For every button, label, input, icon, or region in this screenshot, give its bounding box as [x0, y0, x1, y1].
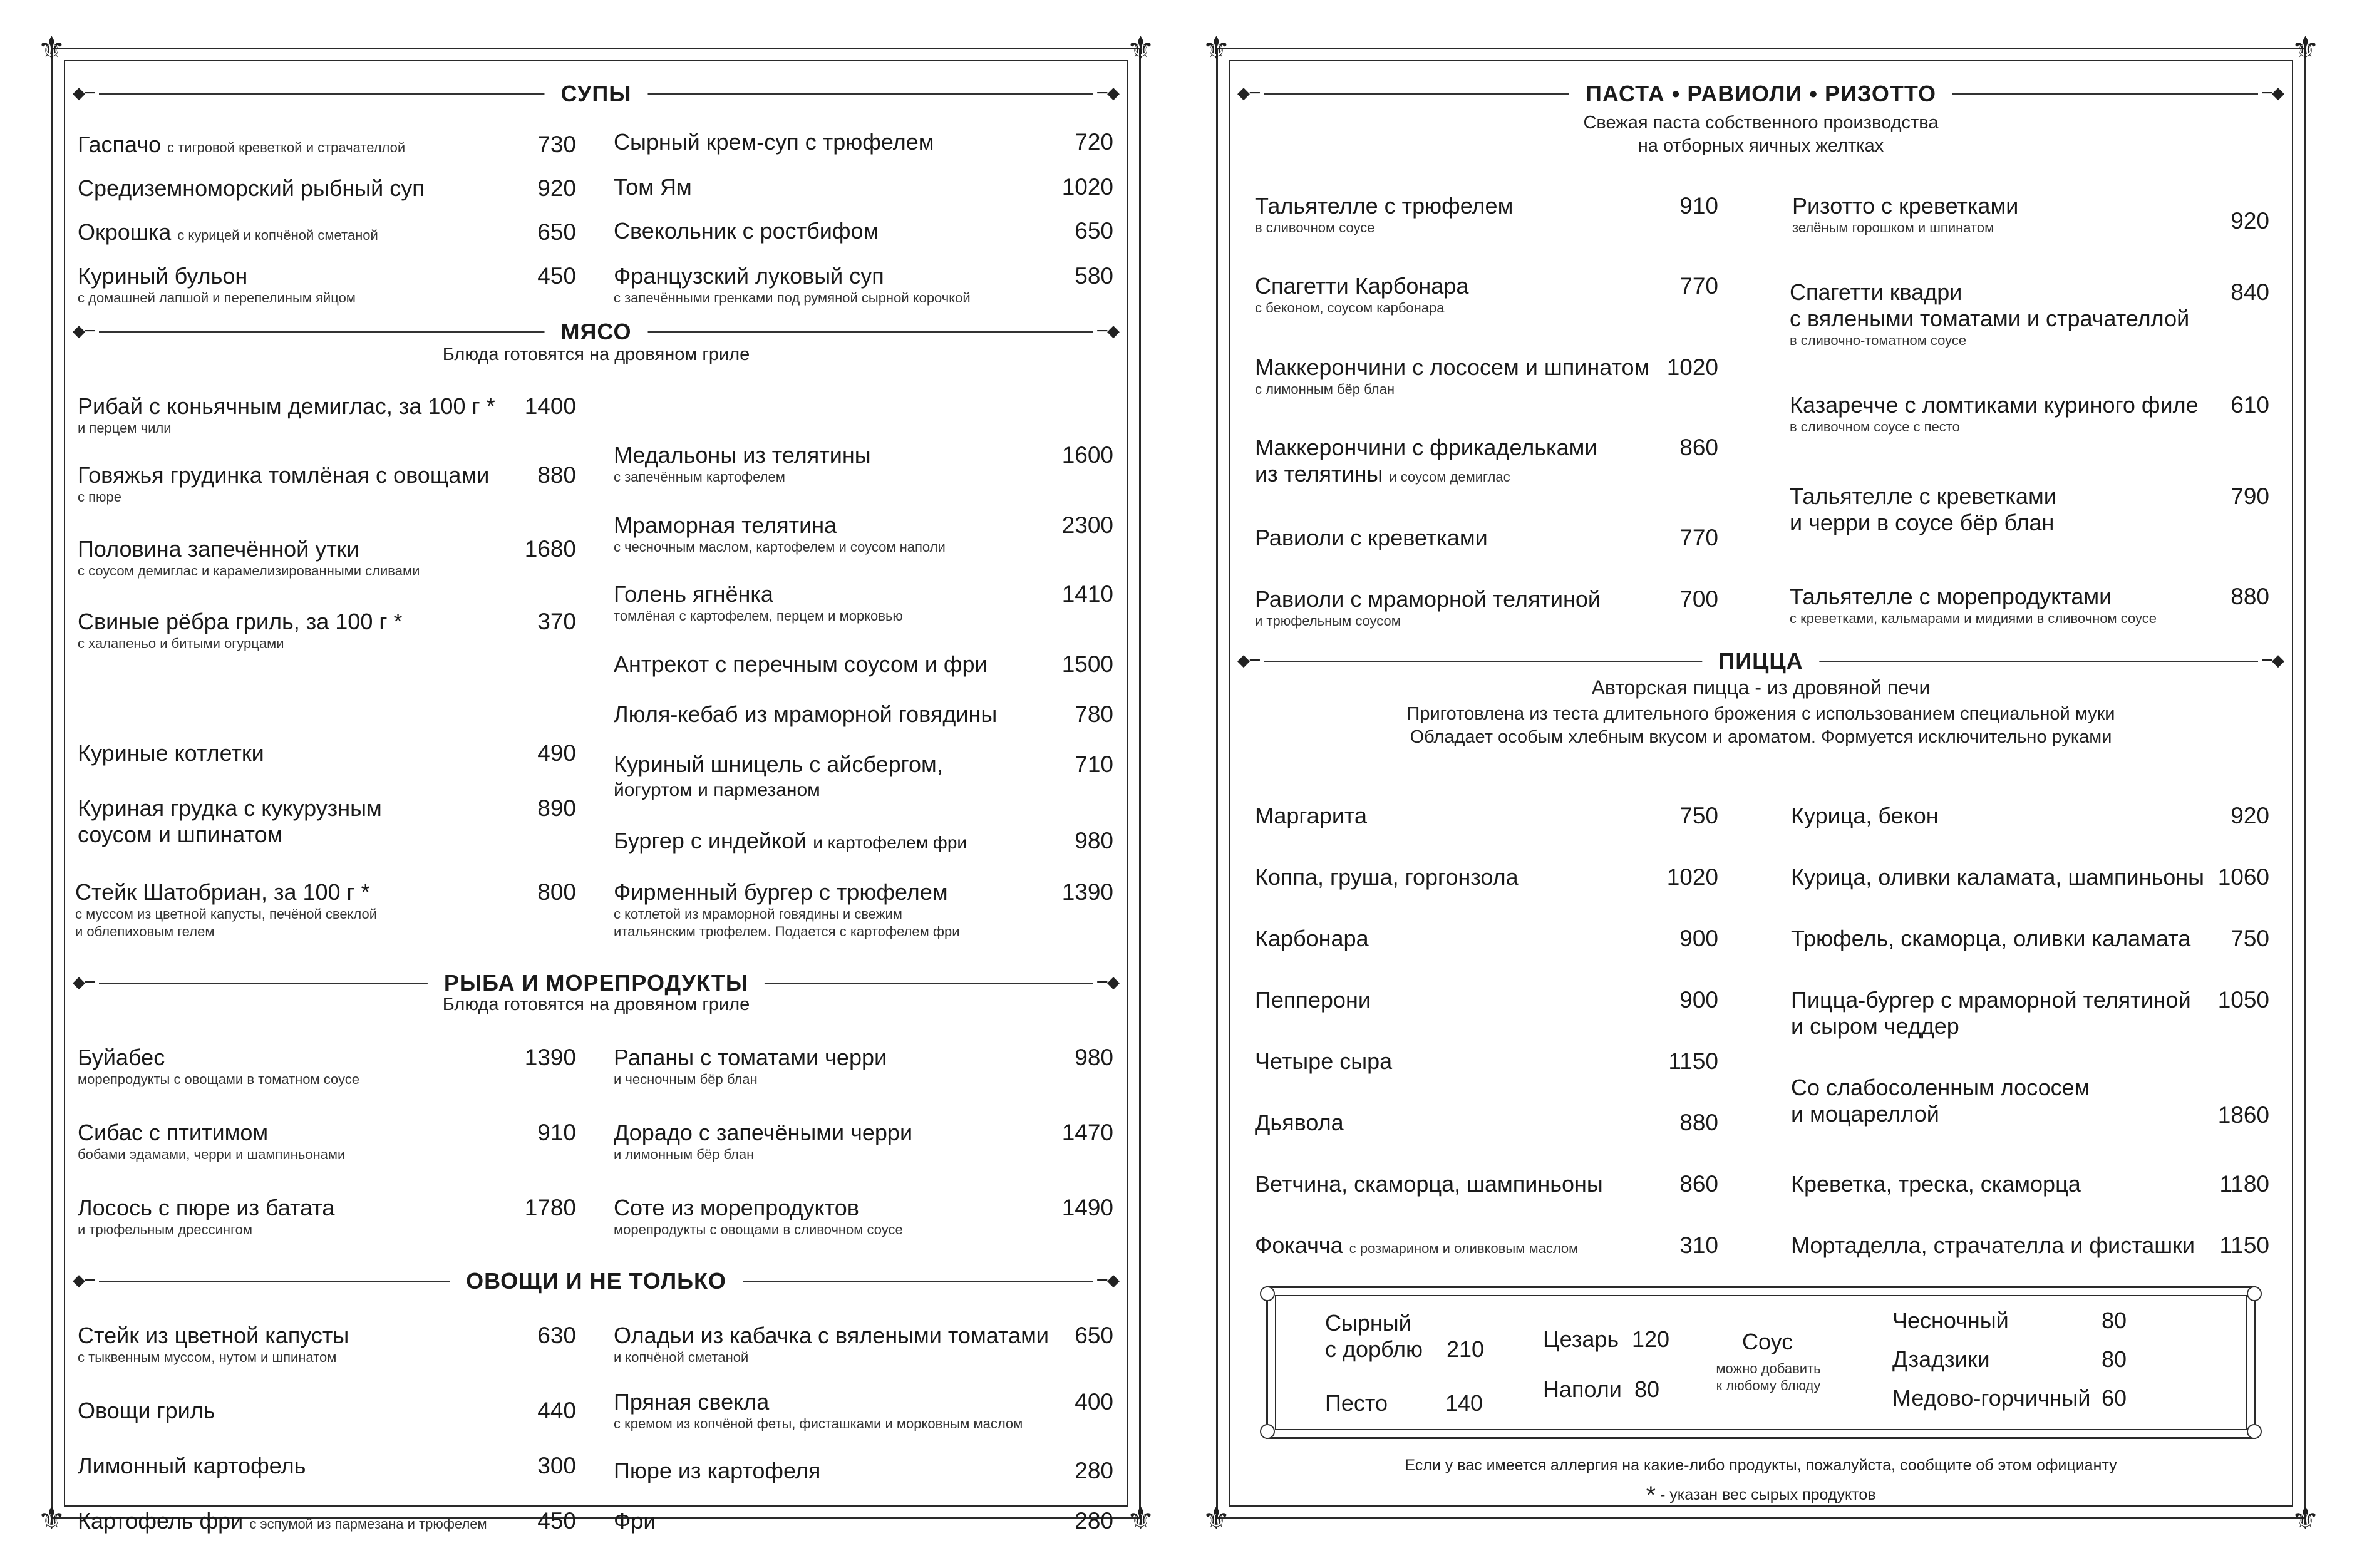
price: 750: [2231, 926, 2269, 951]
price: 920: [537, 175, 576, 201]
fleur-ornament-icon: ⚜: [1127, 30, 1155, 66]
menu-item: Куриные котлетки: [78, 740, 264, 766]
section-title: ОВОЩИ И НЕ ТОЛЬКО: [450, 1267, 743, 1295]
price: 980: [1075, 828, 1113, 854]
price: 1470: [1061, 1120, 1113, 1145]
price: 750: [1679, 803, 1718, 828]
extras-box: [1266, 1286, 2256, 1439]
price: 910: [1679, 193, 1718, 219]
menu-item: Половина запечённой утки с соусом демиглас и карамелизированными сливами: [78, 536, 420, 579]
menu-item: Трюфель, скаморца, оливки каламата: [1791, 926, 2191, 951]
menu-item: Рибай с коньячным демиглас, за 100 г * и перцем чили: [78, 393, 495, 436]
price: 650: [1075, 218, 1113, 244]
arrow-ornament-icon: ─◆: [1093, 974, 1120, 991]
price: 310: [1679, 1232, 1718, 1258]
menu-item: Коппа, груша, горгонзола: [1255, 864, 1519, 890]
price: 580: [1075, 263, 1113, 289]
fleur-ornament-icon: ⚜: [38, 30, 66, 66]
arrow-ornament-icon: ◆─: [73, 974, 99, 991]
price: 630: [537, 1323, 576, 1348]
menu-item: Равиоли с мраморной телятиной и трюфельным соусом: [1255, 586, 1601, 629]
menu-item: Люля-кебаб из мраморной говядины: [614, 701, 998, 727]
extra-price: 60: [2102, 1385, 2127, 1411]
price: 1060: [2217, 864, 2269, 890]
fleur-ornament-icon: ⚜: [2291, 1500, 2319, 1537]
price: 280: [1075, 1458, 1113, 1483]
price: 2300: [1061, 512, 1113, 538]
menu-item: Тальятелле с морепродуктами с креветками, кальмарами и мидиями в сливочном соусе: [1790, 584, 2157, 626]
menu-item: Пепперони: [1255, 987, 1371, 1013]
menu-item: Свиные рёбра гриль, за 100 г * с халапеньо и битыми огурцами: [78, 609, 403, 651]
menu-item: Оладьи из кабачка с вялеными томатами и копчёной сметаной: [614, 1323, 1049, 1365]
menu-item: Средиземноморский рыбный суп: [78, 175, 425, 201]
menu-item: Фирменный бургер с трюфелем с котлетой из мраморной говядины и свежим итальянским трюфелем. Подается с картофелем фри: [614, 879, 960, 939]
price: 790: [2231, 483, 2269, 509]
price: 1020: [1061, 174, 1113, 200]
menu-item: Говяжья грудинка томлёная с овощами с пюре: [78, 462, 490, 505]
price: 1860: [2217, 1102, 2269, 1128]
section-subtitle: Блюда готовятся на дровяном гриле: [442, 344, 750, 364]
extra-price: 210: [1447, 1336, 1485, 1362]
menu-item: Ветчина, скаморца, шампиньоны: [1255, 1171, 1603, 1197]
menu-item: Французский луковый суп с запечёнными гренками под румяной сырной корочкой: [614, 263, 971, 306]
menu-item: Пюре из картофеля: [614, 1458, 821, 1483]
menu-item: Том Ям: [614, 174, 692, 200]
section-header-pasta: [1237, 80, 2284, 108]
menu-item: Рапаны с томатами черри и чесночным бёр блан: [614, 1044, 887, 1087]
menu-item: Курица, оливки каламата, шампиньоны: [1791, 864, 2205, 890]
section-title: РЫБА И МОРЕПРОДУКТЫ: [428, 969, 765, 997]
extra-price: 120: [1632, 1326, 1670, 1352]
price: 1410: [1061, 581, 1113, 607]
menu-item: Дорадо с запечёными черри и лимонным бёр блан: [614, 1120, 913, 1162]
menu-item: Медальоны из телятины с запечённым картофелем: [614, 442, 871, 485]
menu-item: Маккерончини с лососем и шпинатом с лимонным бёр блан: [1255, 354, 1650, 397]
price: 400: [1075, 1389, 1113, 1415]
menu-page-left: [38, 30, 1155, 1537]
menu-item: Со слабосоленным лососем и моцареллой: [1791, 1075, 2090, 1127]
menu-item: Фокачча с розмарином и оливковым маслом: [1255, 1232, 1579, 1258]
menu-item: Ризотто с креветками зелёным горошком и шпинатом: [1792, 193, 2019, 235]
price: 1600: [1061, 442, 1113, 468]
extra-name: Наполи: [1543, 1376, 1622, 1402]
arrow-ornament-icon: ◆─: [73, 322, 99, 340]
price: 880: [537, 462, 576, 488]
arrow-ornament-icon: ─◆: [1093, 1272, 1120, 1289]
menu-item: Тальятелле с трюфелем в сливочном соусе: [1255, 193, 1514, 235]
extra-price: 80: [2102, 1346, 2127, 1372]
menu-item: Курица, бекон: [1791, 803, 1939, 828]
menu-item: Четыре сыра: [1255, 1048, 1393, 1074]
price: 800: [537, 879, 576, 905]
price: 770: [1679, 273, 1718, 299]
price: 920: [2231, 803, 2269, 828]
extra-price: 140: [1445, 1390, 1483, 1416]
price: 1020: [1666, 864, 1718, 890]
menu-item: Буйабес морепродукты с овощами в томатном соусе: [78, 1044, 359, 1087]
section-header-pizza: [1237, 647, 2284, 675]
section-header-vegetables: [73, 1267, 1120, 1295]
price: 1020: [1666, 354, 1718, 380]
price: 370: [537, 609, 576, 634]
menu-item: Равиоли с креветками: [1255, 525, 1488, 550]
menu-item: Бургер с индейкой и картофелем фри: [614, 828, 967, 854]
fleur-ornament-icon: ⚜: [1127, 1500, 1155, 1537]
menu-item: Соте из морепродуктов морепродукты с овощами в сливочном соусе: [614, 1195, 903, 1237]
price: 1180: [2219, 1171, 2269, 1197]
menu-page-right: [1202, 30, 2319, 1537]
price: 1390: [1061, 879, 1113, 905]
menu-item: Гаспачо с тигровой креветкой и страчателлой: [78, 132, 406, 157]
extra-name: Чесночный: [1892, 1308, 2009, 1333]
price: 900: [1679, 926, 1718, 951]
menu-item: Стейк Шатобриан, за 100 г * с муссом из цветной капусты, печёной свеклой и облепиховым гелем: [75, 879, 378, 939]
fleur-ornament-icon: ⚜: [1202, 1500, 1230, 1537]
price: 700: [1679, 586, 1718, 612]
menu-item: Тальятелле с креветками и черри в соусе бёр блан: [1790, 483, 2056, 535]
menu-item: Пицца-бургер с мраморной телятиной и сыром чеддер: [1791, 987, 2191, 1039]
menu-item: Дьявола: [1255, 1110, 1344, 1135]
price: 730: [537, 132, 576, 157]
menu-item: Спагетти Карбонара с беконом, соусом карбонара: [1255, 273, 1469, 316]
price: 1390: [524, 1044, 576, 1070]
weight-note: * - указан вес сырых продуктов: [1646, 1482, 1876, 1509]
menu-item: Антрекот с перечным соусом и фри: [614, 651, 988, 677]
price: 1050: [2217, 987, 2269, 1013]
price: 720: [1075, 129, 1113, 155]
price: 880: [2231, 584, 2269, 609]
price: 1490: [1061, 1195, 1113, 1220]
price: 920: [2231, 208, 2269, 234]
price: 1150: [2219, 1232, 2269, 1258]
section-header-meat: [73, 318, 1120, 346]
price: 840: [2231, 279, 2269, 305]
price: 860: [1679, 1171, 1718, 1197]
section-header-soups: [73, 80, 1120, 108]
menu-item: Мортаделла, страчателла и фисташки: [1791, 1232, 2195, 1258]
extra-name: Медово-горчичный: [1892, 1385, 2091, 1411]
section-title: МЯСО: [545, 318, 648, 346]
sauce-heading: Соус: [1742, 1329, 1793, 1354]
price: 650: [537, 219, 576, 245]
price: 280: [1075, 1508, 1113, 1534]
arrow-ornament-icon: ─◆: [1093, 322, 1120, 340]
price: 1680: [524, 536, 576, 562]
arrow-ornament-icon: ─◆: [2258, 85, 2284, 102]
menu-item: Лосось с пюре из батата и трюфельным дрессингом: [78, 1195, 335, 1237]
arrow-ornament-icon: ◆─: [73, 1272, 99, 1289]
arrow-ornament-icon: ◆─: [1237, 85, 1264, 102]
extra-name: Цезарь: [1543, 1326, 1619, 1352]
menu-item: Маккерончини с фрикадельками из телятины и соусом демиглас: [1255, 435, 1597, 487]
menu-item: Куриный шницель с айсбергом, йогуртом и пармезаном: [614, 751, 943, 800]
price: 890: [537, 795, 576, 821]
section-title: СУПЫ: [544, 80, 647, 108]
menu-item: Пряная свекла с кремом из копчёной феты, фисташками и морковным маслом: [614, 1389, 1023, 1431]
menu-item: Куриный бульон с домашней лапшой и перепелиным яйцом: [78, 263, 356, 306]
extra-price: 80: [1634, 1376, 1660, 1402]
menu-item: Овощи гриль: [78, 1398, 215, 1423]
menu-item: Сырный крем-суп с трюфелем: [614, 129, 934, 155]
price: 1150: [1668, 1048, 1718, 1074]
section-title: ПАСТА • РАВИОЛИ • РИЗОТТО: [1569, 80, 1952, 108]
price: 1500: [1061, 651, 1113, 677]
menu-item: Фри: [614, 1508, 656, 1534]
price: 900: [1679, 987, 1718, 1013]
extra-name: Дзадзики: [1892, 1346, 1990, 1372]
fleur-ornament-icon: ⚜: [38, 1500, 66, 1537]
fleur-ornament-icon: ⚜: [1202, 30, 1230, 66]
price: 300: [537, 1453, 576, 1478]
price: 880: [1679, 1110, 1718, 1135]
extra-price: 80: [2102, 1308, 2127, 1333]
price: 440: [537, 1398, 576, 1423]
fleur-ornament-icon: ⚜: [2291, 30, 2319, 66]
arrow-ornament-icon: ─◆: [1093, 85, 1120, 102]
menu-item: Голень ягнёнка томлёная с картофелем, перцем и морковью: [614, 581, 903, 624]
menu-item: Свекольник с ростбифом: [614, 218, 879, 244]
sauce-note: можно добавить к любому блюду: [1716, 1361, 1821, 1393]
price: 650: [1075, 1323, 1113, 1348]
menu-item: Окрошка с курицей и копчёной сметаной: [78, 219, 378, 245]
arrow-ornament-icon: ◆─: [1237, 652, 1264, 669]
arrow-ornament-icon: ◆─: [73, 85, 99, 102]
section-subtitle: Свежая паста собственного производства на отборных яичных желтках: [1583, 113, 1939, 156]
price: 1400: [524, 393, 576, 419]
price: 780: [1075, 701, 1113, 727]
price: 770: [1679, 525, 1718, 550]
menu-item: Стейк из цветной капусты с тыквенным муссом, нутом и шпинатом: [78, 1323, 349, 1365]
menu-item: Куриная грудка с кукурузным соусом и шпинатом: [78, 795, 382, 847]
menu-item: Мраморная телятина с чесночным маслом, картофелем и соусом наполи: [614, 512, 946, 555]
price: 450: [537, 263, 576, 289]
extra-name: Сырный с дорблю: [1325, 1310, 1423, 1362]
menu-item: Маргарита: [1255, 803, 1368, 828]
section-subtitle: Авторская пицца - из дровяной печи: [1591, 676, 1931, 699]
section-description: Приготовлена из теста длительного брожения с использованием специальной муки Обладает особым хлебным вкусом и ароматом. Формуется исключительно руками: [1406, 704, 2115, 747]
menu-item: Сибас с птитимом бобами эдамами, черри и шампиньонами: [78, 1120, 346, 1162]
arrow-ornament-icon: ─◆: [2258, 652, 2284, 669]
price: 1780: [524, 1195, 576, 1220]
menu-item: Картофель фри с эспумой из пармезана и трюфелем: [78, 1508, 487, 1534]
price: 710: [1075, 751, 1113, 777]
price: 450: [537, 1508, 576, 1534]
menu-item: Спагетти квадри с вялеными томатами и страчателлой в сливочно-томатном соусе: [1790, 279, 2190, 348]
price: 610: [2231, 392, 2269, 418]
price: 490: [537, 740, 576, 766]
menu-item: Казаречче с ломтиками куриного филе в сливочном соусе с песто: [1790, 392, 2199, 435]
price: 980: [1075, 1044, 1113, 1070]
menu-item: Креветка, треска, скаморца: [1791, 1171, 2081, 1197]
allergy-notice: Если у вас имеется аллергия на какие-либо продукты, пожалуйста, сообщите об этом официанту: [1405, 1457, 2117, 1474]
section-subtitle: Блюда готовятся на дровяном гриле: [442, 994, 750, 1014]
price: 860: [1679, 435, 1718, 460]
price: 910: [537, 1120, 576, 1145]
section-title: ПИЦЦА: [1702, 647, 1819, 675]
menu-item: Карбонара: [1255, 926, 1369, 951]
extra-name: Песто: [1325, 1390, 1388, 1416]
menu-item: Лимонный картофель: [78, 1453, 306, 1478]
